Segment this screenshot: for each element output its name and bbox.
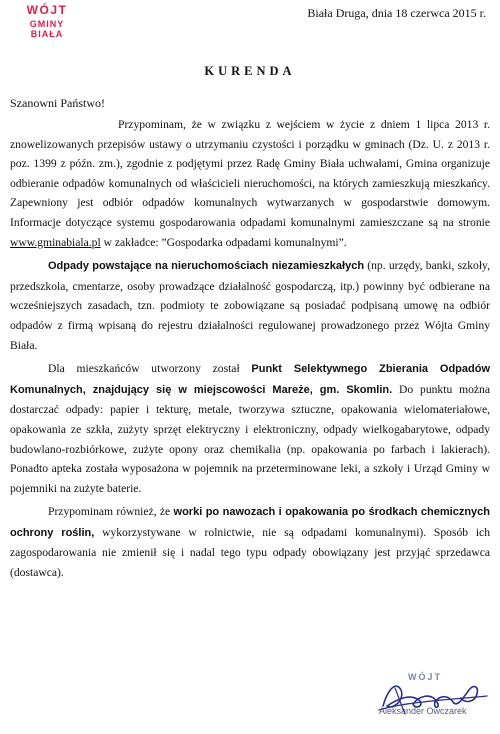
bold-phrase: worki po nawozach i opakowania po środkach chemicznych ochrony roślin,	[10, 506, 490, 539]
paragraph-non-residential	[10, 256, 490, 355]
paragraph-collection-point	[10, 359, 490, 498]
municipality-website-link[interactable]: www.gminabiala.pl	[10, 235, 101, 249]
paragraph-text: w zakładce: ”Gospodarka odpadami komunalnymi”.	[100, 235, 347, 249]
stamp-line-title: WÓJT	[26, 3, 68, 17]
bold-phrase: Punkt Selektywnego Zbierania Odpadów Komunalnych, znajdujący się w miejscowości Mareże, gm. Skomlin.	[10, 363, 491, 396]
bold-phrase: Odpady powstające na nieruchomościach niezamieszkałych	[48, 260, 365, 273]
paragraph-text: Przypominam również, że	[48, 505, 174, 519]
paragraph-text: Do punktu można dostarczać odpady: papier i tekturę, metale, tworzywa sztuczne, opakowania wielomateriałowe, opakowania ze szkła, zużyty sprzęt elektryczny i elektroniczny, odpady wielkogabarytowe, odpady budowlano-rozbiórkowe, zużyte opony oraz chemikalia (np. opakowania po farbach i lakierach). Ponadto apteka została wyposażona w pojemnik na przeterminowane leki, a szkoły i Urząd Gminy w pojemniki na zużyte baterie.	[10, 382, 490, 495]
letter-body	[10, 115, 490, 587]
signature-block	[375, 672, 495, 730]
greeting: Szanowni Państwo!	[10, 96, 105, 110]
signatory-name: Aleksander Owczarek	[379, 706, 467, 716]
place-and-date: Biała Druga, dnia 18 czerwca 2015 r.	[307, 6, 486, 20]
paragraph-text: Dla mieszkańców utworzony został	[48, 362, 252, 376]
paragraph-text: wykorzystywane w rolnictwie, nie są odpadami komunalnymi). Sposób ich zagospodarowania nie zmienił się i nadal tego typu odpady obowiązany jest przyjąć sprzedawca (dostawca).	[10, 525, 490, 580]
stamp-line-municipality: GMINY BIAŁA	[29, 19, 65, 40]
paragraph-waste-system	[10, 115, 490, 252]
paragraph-fertilizer-bags	[10, 502, 490, 582]
paragraph-text: Przypominam, że w związku z wejściem w życie z dniem 1 lipca 2013 r. znowelizowanych przepisów ustawy o utrzymaniu czystości i porządku w gminach (Dz. U. z 2013 r. poz. 1399 z późn. zm.), zgodnie z podjętymi przez Radę Gminy Biała uchwałami, Gmina organizuje odbieranie odpadów komunalnych od właścicieli nieruchomości, na których zamieszkują mieszkańcy. Zapewniony jest odbiór odpadów komunalnych wytwarzanych w gospodarstwie domowym. Informacje dotyczące systemu gospodarowania odpadami komunalnymi zamieszczane są na stronie	[10, 118, 490, 229]
mayor-stamp	[12, 4, 82, 40]
signature-stamp-title: WÓJT	[408, 672, 442, 682]
paragraph-text: (np. urzędy, banki, szkoły, przedszkola, cmentarze, osoby prowadzące działalność gospodarczą, itp.) powinny być odbierane na wcześniejszych zasadach, tzn. podmioty te zobowiązane są posiadać podpisaną umowę na odbiór odpadów z firmą wpisaną do rejestru działalności regulowanej prowadzonego przez Wójta Gminy Biała.	[10, 259, 490, 352]
document-title: KURENDA	[204, 64, 296, 78]
